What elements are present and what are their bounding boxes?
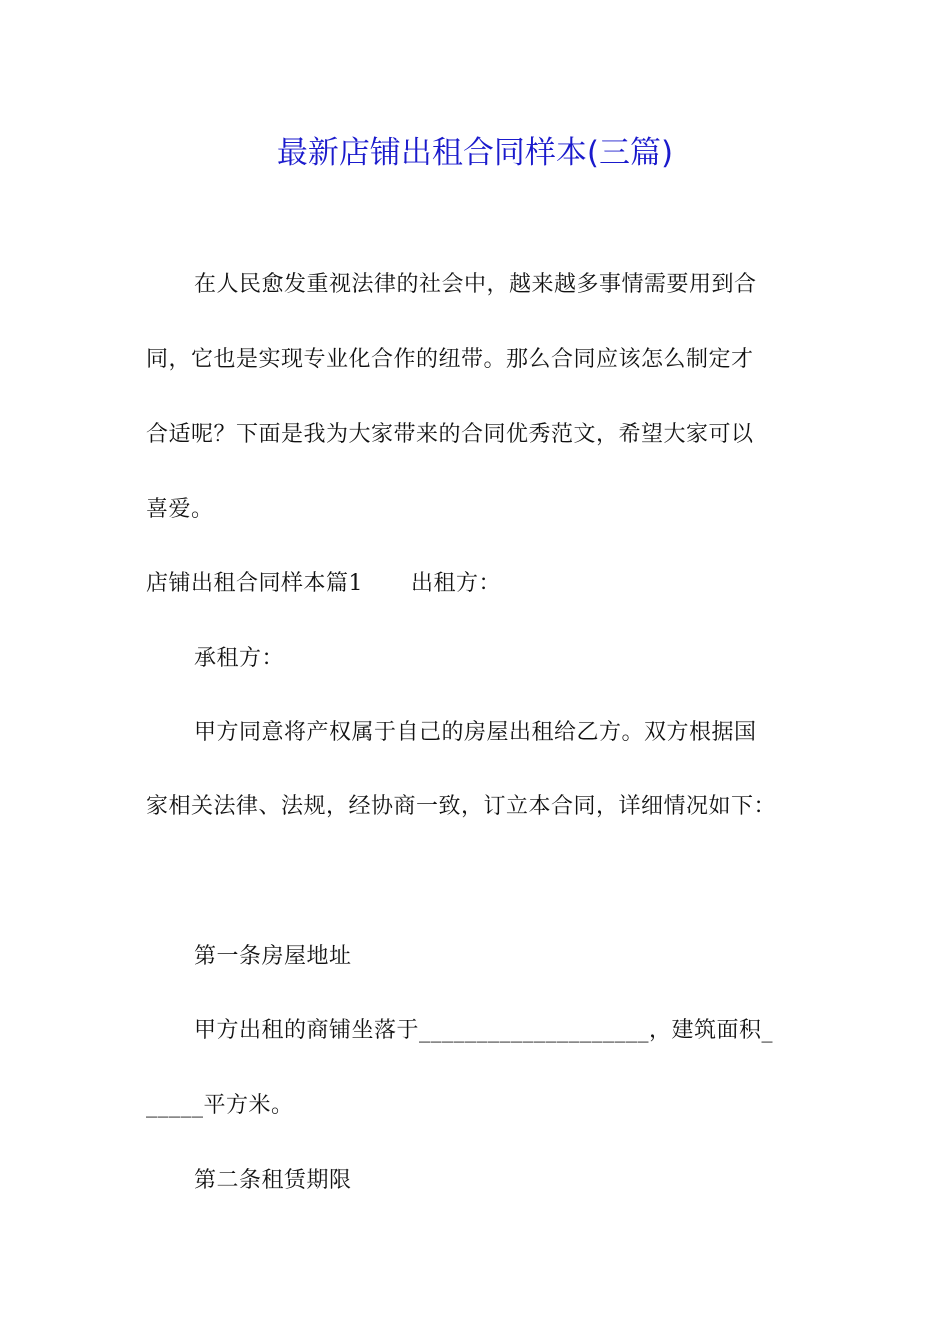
intro-line-3: 合适呢？下面是我为大家带来的合同优秀范文，希望大家可以 [146,422,754,447]
article1-heading: 第一条房屋地址 [194,944,352,969]
intro-line-1: 在人民愈发重视法律的社会中，越来越多事情需要用到合 [194,272,757,297]
agreement-line-2: 家相关法律、法规，经协商一致，订立本合同，详细情况如下： [146,794,777,819]
lessee-label: 承租方： [194,646,285,671]
document-title: 最新店铺出租合同样本(三篇) [276,135,674,171]
section1-heading-line [146,569,501,599]
intro-line-4: 喜爱。 [146,497,214,522]
article1-line-1: 甲方出租的商铺坐落于____________________，建筑面积_ [194,1018,774,1043]
section1-heading: 店铺出租合同样本篇1 [146,571,363,596]
intro-line-2: 同，它也是实现专业化合作的纽带。那么合同应该怎么制定才 [146,347,754,372]
agreement-line-1: 甲方同意将产权属于自己的房屋出租给乙方。双方根据国 [194,720,757,745]
lessor-label: 出租方： [411,571,502,596]
article1-line-2: _____平方米。 [146,1093,294,1118]
article2-heading: 第二条租赁期限 [194,1168,352,1193]
